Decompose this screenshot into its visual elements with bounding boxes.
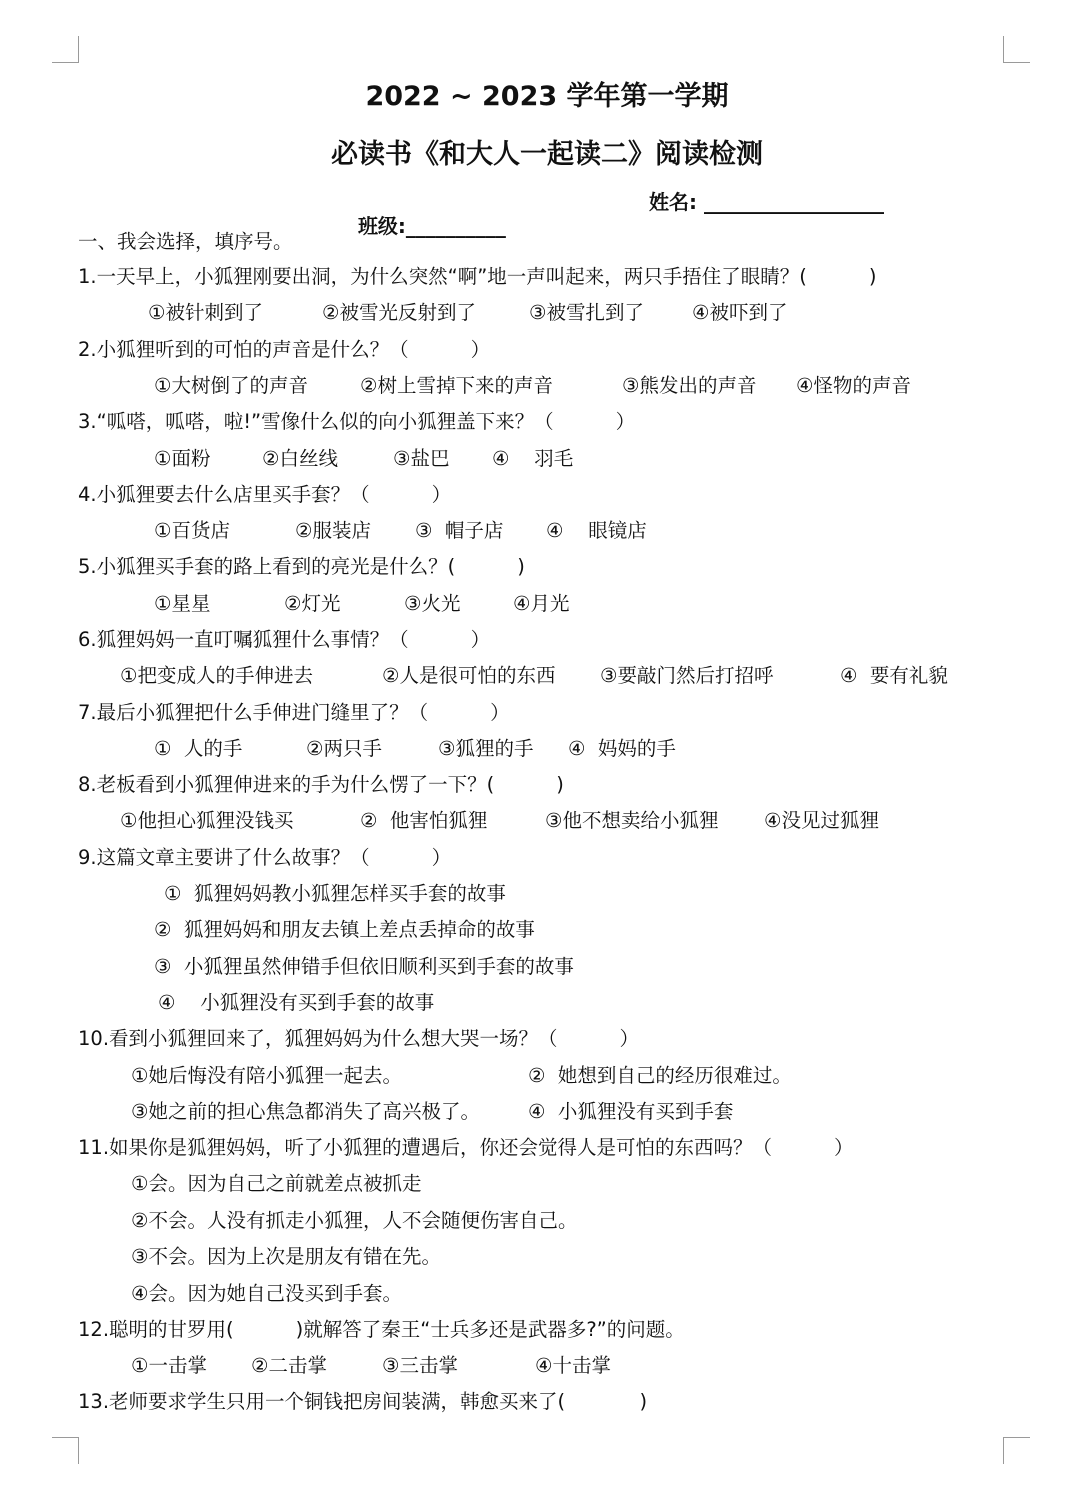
q3-option-2[interactable]: ②白丝线 [262, 447, 338, 470]
question-4: 4.小狐狸要去什么店里买手套？（ ） [78, 483, 452, 506]
question-6: 6.狐狸妈妈一直叮嘱狐狸什么事情？（ ） [78, 628, 491, 651]
question-10: 10.看到小狐狸回来了，狐狸妈妈为什么想大哭一场？（ ） [78, 1027, 639, 1050]
q3-option-3[interactable]: ③盐巴 [393, 447, 450, 470]
question-12: 12.聪明的甘罗用( )就解答了秦王“士兵多还是武器多?”的问题。 [78, 1318, 685, 1341]
q1-option-3[interactable]: ③被雪扎到了 [529, 301, 644, 324]
q8-option-1[interactable]: ①他担心狐狸没钱买 [120, 809, 294, 832]
q10-option-2[interactable]: ② 她想到自己的经历很难过。 [528, 1064, 792, 1087]
class-field[interactable]: 班级:__________ [357, 214, 506, 238]
q8-option-4[interactable]: ④没见过狐狸 [764, 809, 879, 832]
q6-option-3[interactable]: ③要敲门然后打招呼 [600, 664, 774, 687]
q7-option-3[interactable]: ③狐狸的手 [438, 737, 534, 760]
student-info [344, 186, 884, 263]
q12-option-3[interactable]: ③三击掌 [382, 1354, 458, 1377]
q1-option-2[interactable]: ②被雪光反射到了 [322, 301, 476, 324]
crop-mark-top-left [52, 36, 79, 63]
q2-option-3[interactable]: ③熊发出的声音 [622, 374, 757, 397]
q9-option-1[interactable]: ① 狐狸妈妈教小狐狸怎样买手套的故事 [164, 882, 506, 905]
q4-option-2[interactable]: ②服装店 [295, 519, 371, 542]
q11-option-4[interactable]: ④会。因为她自己没买到手套。 [131, 1282, 402, 1305]
q12-option-4[interactable]: ④十击掌 [535, 1354, 611, 1377]
q10-option-3[interactable]: ③她之前的担心焦急都消失了高兴极了。 [131, 1100, 480, 1123]
q11-option-1[interactable]: ①会。因为自己之前就差点被抓走 [131, 1172, 422, 1195]
question-2: 2.小狐狸听到的可怕的声音是什么？（ ） [78, 338, 491, 361]
question-5: 5.小狐狸买手套的路上看到的亮光是什么？( ) [78, 555, 525, 578]
question-3: 3.“呱嗒，呱嗒，啦!”雪像什么似的向小狐狸盖下来？（ ） [78, 410, 636, 433]
q4-option-3[interactable]: ③ 帽子店 [415, 519, 504, 542]
q10-option-4[interactable]: ④ 小狐狸没有买到手套 [528, 1100, 734, 1123]
q4-option-1[interactable]: ①百货店 [154, 519, 230, 542]
section-heading: 一、我会选择，填序号。 [78, 230, 293, 253]
q12-option-1[interactable]: ①一击掌 [131, 1354, 207, 1377]
q12-option-2[interactable]: ②二击掌 [251, 1354, 327, 1377]
crop-mark-bottom-left [52, 1437, 79, 1464]
q10-option-1[interactable]: ①她后悔没有陪小狐狸一起去。 [131, 1064, 402, 1087]
q11-option-3[interactable]: ③不会。因为上次是朋友有错在先。 [131, 1245, 441, 1268]
question-8: 8.老板看到小狐狸伸进来的手为什么愣了一下？( ) [78, 773, 564, 796]
q2-option-1[interactable]: ①大树倒了的声音 [154, 374, 308, 397]
q2-option-4[interactable]: ④怪物的声音 [796, 374, 911, 397]
q3-option-1[interactable]: ①面粉 [154, 447, 211, 470]
crop-mark-top-right [1003, 36, 1030, 63]
q7-option-2[interactable]: ②两只手 [306, 737, 382, 760]
q2-option-2[interactable]: ②树上雪掉下来的声音 [360, 374, 553, 397]
q3-option-4[interactable]: ④ 羽毛 [492, 447, 574, 470]
q9-option-4[interactable]: ④ 小狐狸没有买到手套的故事 [158, 991, 435, 1014]
page-subtitle: 必读书《和大人一起读二》阅读检测 [331, 139, 763, 170]
page-title: 2022 ~ 2023 学年第一学期 [365, 81, 729, 112]
q8-option-3[interactable]: ③他不想卖给小狐狸 [545, 809, 719, 832]
q9-option-3[interactable]: ③ 小狐狸虽然伸错手但依旧顺利买到手套的故事 [154, 955, 574, 978]
question-13: 13.老师要求学生只用一个铜钱把房间装满，韩愈买来了( ) [78, 1390, 648, 1413]
q5-option-3[interactable]: ③火光 [404, 592, 461, 615]
q9-option-2[interactable]: ② 狐狸妈妈和朋友去镇上差点丢掉命的故事 [154, 918, 535, 941]
q11-option-2[interactable]: ②不会。人没有抓走小狐狸，人不会随便伤害自己。 [131, 1209, 578, 1232]
q6-option-4[interactable]: ④ 要有礼貌 [840, 664, 948, 687]
q7-option-4[interactable]: ④ 妈妈的手 [568, 737, 676, 760]
q6-option-1[interactable]: ①把变成人的手伸进去 [120, 664, 313, 687]
q1-option-1[interactable]: ①被针刺到了 [148, 301, 263, 324]
q5-option-4[interactable]: ④月光 [513, 592, 570, 615]
q4-option-4[interactable]: ④ 眼镜店 [546, 519, 647, 542]
crop-mark-bottom-right [1003, 1437, 1030, 1464]
question-11: 11.如果你是狐狸妈妈，听了小狐狸的遭遇后，你还会觉得人是可怕的东西吗？（ ） [78, 1136, 854, 1159]
q8-option-2[interactable]: ② 他害怕狐狸 [360, 809, 488, 832]
name-field[interactable]: 姓名: __________________ [649, 190, 884, 214]
question-7: 7.最后小狐狸把什么手伸进门缝里了？（ ） [78, 701, 510, 724]
q7-option-1[interactable]: ① 人的手 [154, 737, 243, 760]
q5-option-2[interactable]: ②灯光 [284, 592, 341, 615]
q5-option-1[interactable]: ①星星 [154, 592, 211, 615]
question-9: 9.这篇文章主要讲了什么故事？（ ） [78, 846, 452, 869]
q6-option-2[interactable]: ②人是很可怕的东西 [382, 664, 556, 687]
question-1: 1.一天早上，小狐狸刚要出洞，为什么突然“啊”地一声叫起来，两只手捂住了眼睛？( ) [78, 265, 877, 288]
q1-option-4[interactable]: ④被吓到了 [692, 301, 788, 324]
